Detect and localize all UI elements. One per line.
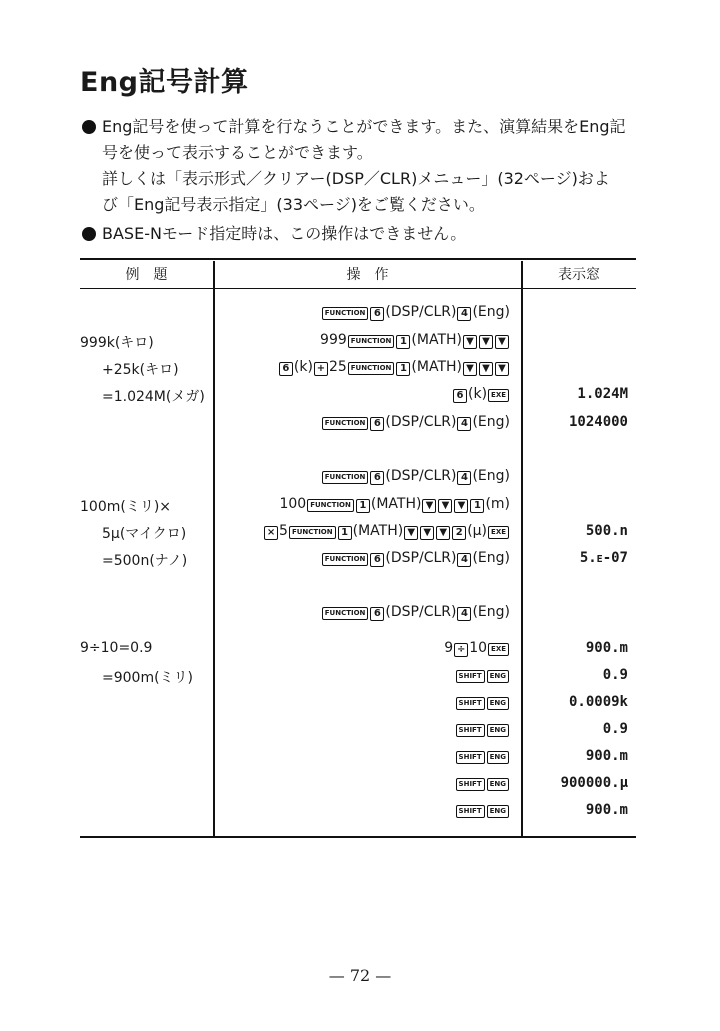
eng-key-icon: ENG (487, 751, 509, 764)
down-arrow-key-icon: ▼ (495, 362, 509, 376)
bullet-1-line-3: 詳しくは「表示形式／クリアー(DSP／CLR)メニュー」(32ページ)およ (102, 169, 610, 188)
operation-line (455, 667, 510, 683)
example-line: +25k(キロ) (102, 362, 179, 378)
key-6-icon: 6 (370, 307, 384, 321)
operation-line (455, 802, 510, 818)
function-key-icon: FUNCTION (322, 607, 369, 620)
down-arrow-key-icon: ▼ (463, 335, 477, 349)
key-6-icon: 6 (370, 417, 384, 431)
shift-key-icon: SHIFT (456, 670, 485, 683)
operation-line: FUNCTION 6 (DSP/CLR) 4 (Eng) (321, 304, 510, 321)
operation-line: × 5 FUNCTION 1 (MATH) ▼ ▼ ▼ 2 (μ) EXE (263, 523, 510, 540)
bullet-paragraph-2 (80, 221, 650, 247)
bullet-2-line-1: BASE-Nモード指定時は、この操作はできません。 (102, 224, 467, 243)
function-key-icon: FUNCTION (348, 362, 395, 375)
down-arrow-key-icon: ▼ (479, 335, 493, 349)
bullet-1-line-4: び「Eng記号表示指定」(33ページ)をご覧ください。 (102, 195, 485, 214)
header-example: 例 題 (125, 267, 168, 283)
shift-key-icon: SHIFT (456, 805, 485, 818)
operation-line: FUNCTION 6 (DSP/CLR) 4 (Eng) (321, 550, 510, 567)
shift-key-icon: SHIFT (456, 751, 485, 764)
operation-line (455, 721, 510, 737)
shift-key-icon: SHIFT (456, 724, 485, 737)
key-1-icon: 1 (396, 335, 410, 349)
table-column-divider (521, 261, 523, 838)
header-display: 表示窓 (558, 267, 600, 283)
divide-key-icon: ÷ (454, 643, 468, 657)
key-4-icon: 4 (457, 307, 471, 321)
operation-line: 100 FUNCTION 1 (MATH) ▼ ▼ ▼ 1 (m) (279, 496, 510, 512)
display-value: 1.024M (577, 386, 628, 402)
eng-key-icon: ENG (487, 805, 509, 818)
operation-line (455, 775, 510, 791)
key-4-icon: 4 (457, 417, 471, 431)
shift-key-icon: SHIFT (456, 778, 485, 791)
exe-key-icon: EXE (488, 643, 509, 656)
down-arrow-key-icon: ▼ (422, 499, 436, 513)
table-top-rule (80, 258, 636, 260)
function-key-icon: FUNCTION (322, 417, 369, 430)
operation-line: FUNCTION 6 (DSP/CLR) 4 (Eng) (321, 414, 510, 431)
shift-key-icon: SHIFT (456, 697, 485, 710)
example-line: 9÷10=0.9 (80, 640, 153, 656)
table-header-rule (80, 288, 636, 289)
key-6-icon: 6 (279, 362, 293, 376)
display-value: 900000.μ (560, 775, 628, 791)
down-arrow-key-icon: ▼ (454, 499, 468, 513)
eng-key-icon: ENG (487, 697, 509, 710)
display-value: 5.E-07 (579, 550, 628, 566)
function-key-icon: FUNCTION (322, 307, 369, 320)
down-arrow-key-icon: ▼ (463, 362, 477, 376)
bullet-dot-icon (82, 120, 96, 134)
display-value: 0.9 (602, 667, 628, 683)
eng-key-icon: ENG (487, 724, 509, 737)
key-1-icon: 1 (470, 499, 484, 513)
function-key-icon: FUNCTION (322, 553, 369, 566)
key-6-icon: 6 (370, 553, 384, 567)
table-column-divider (213, 261, 215, 838)
key-4-icon: 4 (457, 553, 471, 567)
table-bottom-rule (80, 836, 636, 838)
down-arrow-key-icon: ▼ (438, 499, 452, 513)
operation-line (455, 694, 510, 710)
example-table (80, 258, 636, 838)
exe-key-icon: EXE (488, 389, 509, 402)
display-value: 900.m (585, 640, 628, 656)
key-4-icon: 4 (457, 607, 471, 621)
example-line: =900m(ミリ) (102, 670, 194, 686)
down-arrow-key-icon: ▼ (436, 526, 450, 540)
exe-key-icon: EXE (488, 526, 509, 539)
key-1-icon: 1 (338, 526, 352, 540)
down-arrow-key-icon: ▼ (495, 335, 509, 349)
operation-line (455, 748, 510, 764)
page-number: — 72 — (328, 966, 392, 985)
bullet-paragraph-1 (80, 114, 650, 218)
key-6-icon: 6 (370, 471, 384, 485)
display-value: 0.0009k (568, 694, 628, 710)
down-arrow-key-icon: ▼ (420, 526, 434, 540)
bullet-1-line-1: Eng記号を使って計算を行なうことができます。また、演算結果をEng記 (102, 117, 626, 136)
key-6-icon: 6 (370, 607, 384, 621)
key-6-icon: 6 (453, 389, 467, 403)
plus-key-icon: + (314, 362, 328, 376)
function-key-icon: FUNCTION (289, 526, 336, 539)
display-value: 500.n (585, 523, 628, 539)
function-key-icon: FUNCTION (348, 335, 395, 348)
function-key-icon: FUNCTION (307, 499, 354, 512)
display-value: 0.9 (602, 721, 628, 737)
example-line: =500n(ナノ) (102, 553, 188, 569)
operation-line: 999 FUNCTION 1 (MATH) ▼ ▼ ▼ (320, 332, 510, 349)
bullet-dot-icon (82, 227, 96, 241)
key-1-icon: 1 (396, 362, 410, 376)
down-arrow-key-icon: ▼ (479, 362, 493, 376)
operation-line: FUNCTION 6 (DSP/CLR) 4 (Eng) (321, 468, 510, 485)
display-value: 900.m (585, 802, 628, 818)
eng-key-icon: ENG (487, 778, 509, 791)
example-line: 999k(キロ) (80, 335, 154, 351)
operation-line: 6 (k) + 25 FUNCTION 1 (MATH) ▼ ▼ ▼ (278, 359, 510, 376)
page-title: Eng記号計算 (80, 67, 249, 98)
example-line: 5μ(マイクロ) (102, 526, 187, 542)
operation-line: 9 ÷ 10 EXE (444, 640, 510, 657)
display-value: 1024000 (568, 414, 628, 430)
key-1-icon: 1 (356, 499, 370, 513)
display-value: 900.m (585, 748, 628, 764)
operation-line: 6 (k) EXE (452, 386, 510, 403)
eng-key-icon: ENG (487, 670, 509, 683)
example-line: =1.024M(メガ) (102, 389, 205, 405)
key-4-icon: 4 (457, 471, 471, 485)
example-line: 100m(ミリ)× (80, 499, 172, 515)
function-key-icon: FUNCTION (322, 471, 369, 484)
operation-line: FUNCTION 6 (DSP/CLR) 4 (Eng) (321, 604, 510, 621)
times-key-icon: × (264, 526, 278, 540)
key-2-icon: 2 (452, 526, 466, 540)
down-arrow-key-icon: ▼ (404, 526, 418, 540)
header-operation: 操 作 (346, 267, 389, 283)
bullet-1-line-2: 号を使って表示することができます。 (102, 143, 373, 162)
